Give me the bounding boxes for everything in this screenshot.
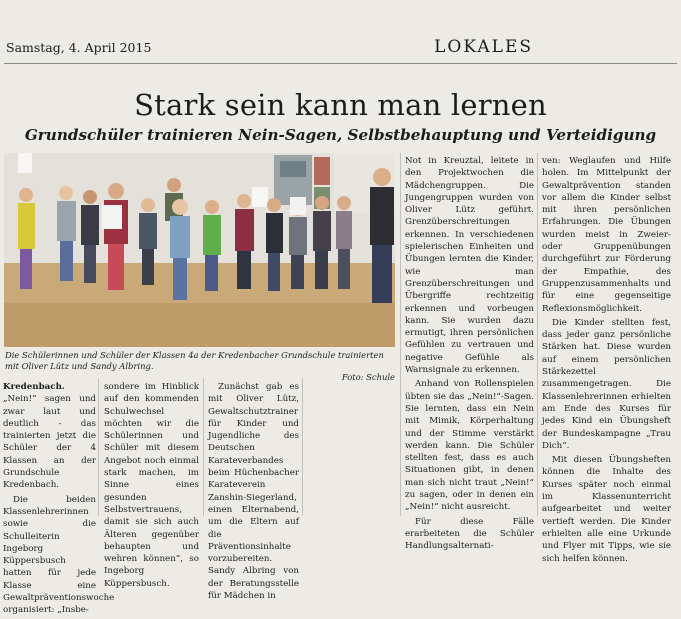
article-subheadline: Grundschüler trainieren Nein-Sagen, Selbstbehauptung und Verteidigung <box>24 126 657 144</box>
body-paragraph: Für diese Fälle erarbeiteten die Schüler Handlungsalternati- <box>405 516 534 552</box>
article-column-4 <box>405 155 534 555</box>
issue-date: Samstag, 4. April 2015 <box>6 40 152 55</box>
article-column-2 <box>104 381 199 592</box>
photo-caption-text: Die Schülerinnen und Schüler der Klassen 4a der Kredenbacher Grundschule trainierten mit Oliver Lütz und Sandy Albring. <box>5 350 384 371</box>
column-divider <box>400 153 401 516</box>
article-headline: Stark sein kann man lernen <box>134 88 547 122</box>
header-rule <box>4 63 677 64</box>
section-title: LOKALES <box>434 37 533 57</box>
column-divider <box>537 153 538 516</box>
body-paragraph: Die Kinder stellten fest, dass jeder ganz persönliche Stärken hat. Diese wurden auf einem persönlichen Stärkezettel zusammengetragen. Die Klassenlehrerinnen erhielten am Ende des Kurses für jedes Kind ein Übungsheft der Bundeskampagne „Trau Dich“. <box>542 317 671 451</box>
article-column-5 <box>542 155 671 567</box>
article-column-1 <box>3 381 115 619</box>
article-photo <box>4 153 395 347</box>
dateline: Kredenbach. <box>3 382 65 392</box>
body-paragraph: Anhand von Rollenspielen übten sie das „Nein!“-Sagen. Sie lernten, dass ein Nein mit Mimik, Körperhaltung und der Stimme verstärkt werden kann. Die Schüler stellten fest, dass es auch Situationen gibt, in denen man sich nicht traut „Nein!“ zu sagen, oder in denen ein „Nein!“ nicht ausreicht. <box>405 379 534 513</box>
photo-caption <box>5 350 395 383</box>
body-paragraph: „Nein!“ sagen und zwar laut und deutlich - das trainierten jetzt die Schüler der 4 Klassen an der Grundschule Kredenbach. <box>3 394 96 491</box>
body-paragraph: Die beiden Klassenlehrerinnen sowie die Schulleiterin Ingeborg Küppersbusch hatten für jede Klasse eine Gewaltpräventionswoche organisiert: „Insbe- <box>3 494 115 616</box>
column-divider <box>98 378 99 516</box>
article-column-3 <box>208 381 299 604</box>
photo-credit: Foto: Schule <box>341 372 395 382</box>
body-paragraph: sondere im Hinblick auf den kommenden Schulwechsel möchten wir die Schülerinnen und Schüler mit diesem Angebot noch einmal stark machen, im Sinne eines gesunden Selbstvertrauens, damit sie sich auch Älteren gegenüber behaupten und wehren können“, so Ingeborg Küppersbusch. <box>104 382 199 589</box>
body-paragraph: Mit diesen Übungsheften können die Inhalte des Kurses später noch einmal im Klassenunterricht aufgearbeitet und weiter vertieft werden. Die Kinder erhielten alle eine Urkunde und Flyer mit Tipps, wie sie sich helfen können. <box>542 455 671 564</box>
body-paragraph: Zunächst gab es mit Oliver Lütz, Gewaltschutztrainer für Kinder und Jugendliche des Deutschen Karateverbandes beim Hüchenbacher Karateverein Zanshin-Siegerland, einen Elternabend, um die Eltern auf die Präventionsinhalte vorzubereiten. Sandy Albring von der Beratungsstelle für Mädchen in <box>208 382 299 602</box>
column-divider <box>302 378 303 516</box>
group-photo-illustration <box>4 153 395 347</box>
body-paragraph: ven: Weglaufen und Hilfe holen. Im Mittelpunkt der Gewaltprävention standen vor allem die Kinder selbst mit ihren persönlichen Erfahrungen. Die Übungen wurden meist in Zweier- oder Gruppenübungen durchgeführt zur Förderung der Empathie, des Gruppenzusammenhalts und für eine gegenseitige Reflexionsmöglichkeit. <box>542 156 671 314</box>
body-paragraph: Not in Kreuztal, leitete in den Projektwochen die Mädchengruppen. Die Jungengruppen wurden von Oliver Lütz geführt. Grenzüberschreitungen erkennen. In verschiedenen spielerischen Einheiten und Übungen lernten die Kinder, wie man Grenzüberschreitungen und Übergriffe rechtzeitig erkennen und vorbeugen kann. Sie wurden dazu ermutigt, ihren persönlichen Gefühlen zu vertrauen und negative Gefühle als Warnsignale zu erkennen. <box>405 156 534 376</box>
column-divider <box>203 378 204 516</box>
